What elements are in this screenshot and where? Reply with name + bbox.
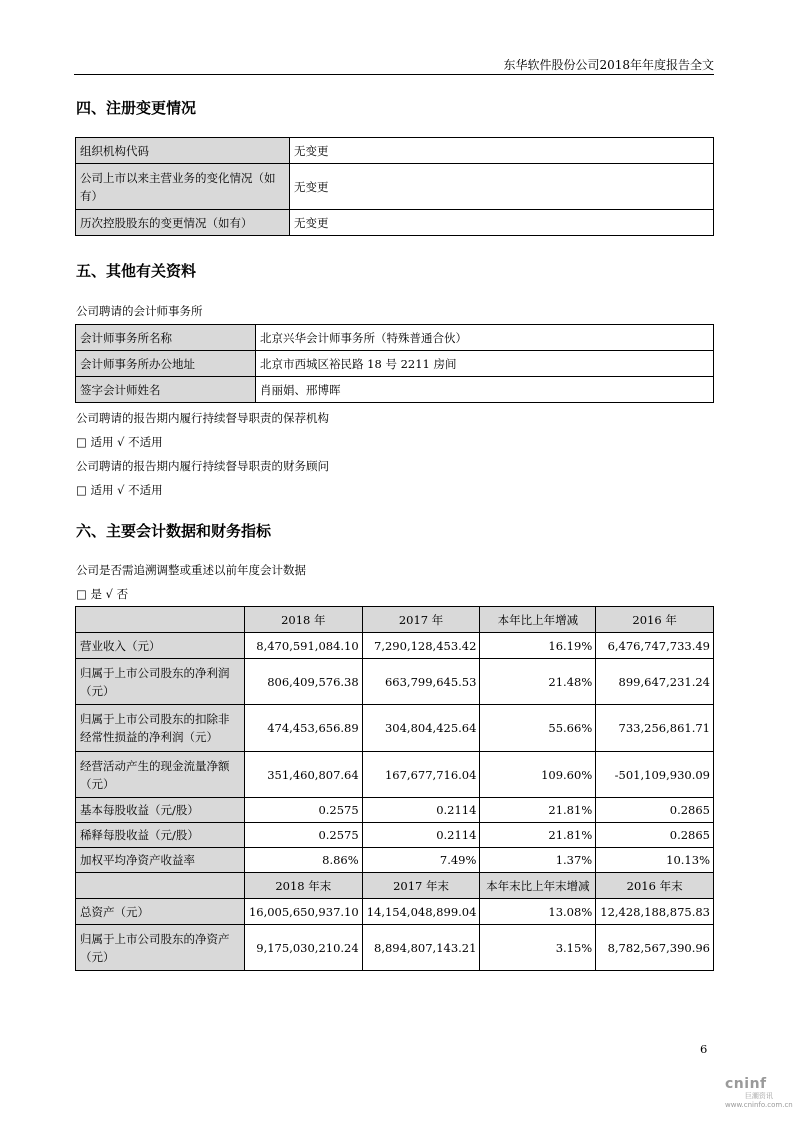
- row-value: 无变更: [290, 164, 714, 210]
- cell-change: 109.60%: [480, 752, 596, 798]
- cell-2017: 14,154,048,899.04: [362, 899, 480, 925]
- row-value: 北京兴华会计师事务所（特殊普通合伙）: [256, 325, 714, 351]
- watermark-brand: cninf: [725, 1076, 767, 1092]
- header-cell: 2017 年: [362, 607, 480, 633]
- header-cell: [76, 873, 245, 899]
- table-row: [76, 798, 714, 823]
- restatement-question: 公司是否需追溯调整或重述以前年度会计数据: [76, 563, 306, 577]
- table-row: [76, 659, 714, 705]
- cell-change: 3.15%: [480, 925, 596, 971]
- row-label: 营业收入（元）: [76, 633, 245, 659]
- cell-2018: 9,175,030,210.24: [244, 925, 362, 971]
- cell-change: 21.48%: [480, 659, 596, 705]
- row-label: 基本每股收益（元/股）: [76, 798, 245, 823]
- row-label: 会计师事务所名称: [76, 325, 256, 351]
- accounting-firm-intro: 公司聘请的会计师事务所: [76, 304, 203, 318]
- cell-change: 21.81%: [480, 823, 596, 848]
- row-value: 北京市西城区裕民路 18 号 2211 房间: [256, 351, 714, 377]
- table-row: [76, 823, 714, 848]
- cell-2016: 899,647,231.24: [596, 659, 714, 705]
- page-header-title: 东华软件股份公司2018年年度报告全文: [503, 58, 714, 72]
- header-cell: 2018 年: [244, 607, 362, 633]
- header-cell: 2016 年: [596, 607, 714, 633]
- row-label: 会计师事务所办公地址: [76, 351, 256, 377]
- section4-heading: 四、注册变更情况: [76, 99, 197, 117]
- cell-2017: 8,894,807,143.21: [362, 925, 480, 971]
- cell-2018: 16,005,650,937.10: [244, 899, 362, 925]
- registration-change-table: [75, 137, 714, 236]
- row-label: 公司上市以来主营业务的变化情况（如有）: [76, 164, 290, 210]
- page-number: 6: [700, 1042, 708, 1056]
- financial-indicators-table: [75, 606, 714, 971]
- row-label: 总资产（元）: [76, 899, 245, 925]
- table-row: [76, 925, 714, 971]
- cell-2017: 0.2114: [362, 798, 480, 823]
- table-row: [76, 899, 714, 925]
- table-row: [76, 752, 714, 798]
- watermark-name: 巨潮资讯: [744, 1092, 773, 1100]
- row-value: 肖丽娟、邢博晖: [256, 377, 714, 403]
- cell-2018: 0.2575: [244, 823, 362, 848]
- cell-2017: 0.2114: [362, 823, 480, 848]
- row-label: 归属于上市公司股东的净利润（元）: [76, 659, 245, 705]
- cell-change: 1.37%: [480, 848, 596, 873]
- table-row: [76, 848, 714, 873]
- cninfo-watermark-logo: [725, 1076, 793, 1109]
- row-label: 稀释每股收益（元/股）: [76, 823, 245, 848]
- section6-heading: 六、主要会计数据和财务指标: [76, 522, 272, 540]
- cell-change: 13.08%: [480, 899, 596, 925]
- header-rule: [74, 74, 714, 75]
- row-label: 归属于上市公司股东的净资产（元）: [76, 925, 245, 971]
- row-label: 加权平均净资产收益率: [76, 848, 245, 873]
- cell-2016: 0.2865: [596, 798, 714, 823]
- cell-2016: 10.13%: [596, 848, 714, 873]
- cell-2018: 8,470,591,084.10: [244, 633, 362, 659]
- cell-2016: 0.2865: [596, 823, 714, 848]
- cell-2018: 351,460,807.64: [244, 752, 362, 798]
- table-row: [76, 705, 714, 752]
- table-row: [76, 351, 714, 377]
- sponsor-option: □ 适用 √ 不适用: [76, 435, 163, 449]
- restatement-answer: □ 是 √ 否: [76, 587, 129, 601]
- cell-2017: 7,290,128,453.42: [362, 633, 480, 659]
- table-row: [76, 377, 714, 403]
- watermark-url: www.cninfo.com.cn: [725, 1101, 793, 1109]
- advisor-option: □ 适用 √ 不适用: [76, 483, 163, 497]
- section5-heading: 五、其他有关资料: [76, 262, 197, 280]
- header-cell: 2016 年末: [596, 873, 714, 899]
- cell-2017: 304,804,425.64: [362, 705, 480, 752]
- cell-2016: 733,256,861.71: [596, 705, 714, 752]
- cell-2018: 474,453,656.89: [244, 705, 362, 752]
- cell-2017: 167,677,716.04: [362, 752, 480, 798]
- row-label: 历次控股股东的变更情况（如有）: [76, 210, 290, 236]
- cell-2016: 12,428,188,875.83: [596, 899, 714, 925]
- header-cell: 2017 年末: [362, 873, 480, 899]
- header-cell: [76, 607, 245, 633]
- cell-change: 21.81%: [480, 798, 596, 823]
- advisor-text: 公司聘请的报告期内履行持续督导职责的财务顾问: [76, 459, 329, 473]
- row-label: 签字会计师姓名: [76, 377, 256, 403]
- table-header-row: [76, 873, 714, 899]
- row-label: 组织机构代码: [76, 138, 290, 164]
- cell-2016: 6,476,747,733.49: [596, 633, 714, 659]
- sponsor-text: 公司聘请的报告期内履行持续督导职责的保荐机构: [76, 411, 329, 425]
- cell-2018: 0.2575: [244, 798, 362, 823]
- table-header-row: [76, 607, 714, 633]
- cell-2017: 7.49%: [362, 848, 480, 873]
- cell-2016: 8,782,567,390.96: [596, 925, 714, 971]
- accounting-firm-table: [75, 324, 714, 403]
- table-row: [76, 325, 714, 351]
- table-row: [76, 164, 714, 210]
- header-cell: 本年末比上年末增减: [480, 873, 596, 899]
- row-value: 无变更: [290, 210, 714, 236]
- header-cell: 本年比上年增减: [480, 607, 596, 633]
- table-row: [76, 633, 714, 659]
- cell-2016: -501,109,930.09: [596, 752, 714, 798]
- cell-change: 16.19%: [480, 633, 596, 659]
- row-value: 无变更: [290, 138, 714, 164]
- table-row: [76, 138, 714, 164]
- cell-2018: 8.86%: [244, 848, 362, 873]
- row-label: 归属于上市公司股东的扣除非经常性损益的净利润（元）: [76, 705, 245, 752]
- row-label: 经营活动产生的现金流量净额（元）: [76, 752, 245, 798]
- cell-change: 55.66%: [480, 705, 596, 752]
- header-cell: 2018 年末: [244, 873, 362, 899]
- cell-2018: 806,409,576.38: [244, 659, 362, 705]
- cell-2017: 663,799,645.53: [362, 659, 480, 705]
- table-row: [76, 210, 714, 236]
